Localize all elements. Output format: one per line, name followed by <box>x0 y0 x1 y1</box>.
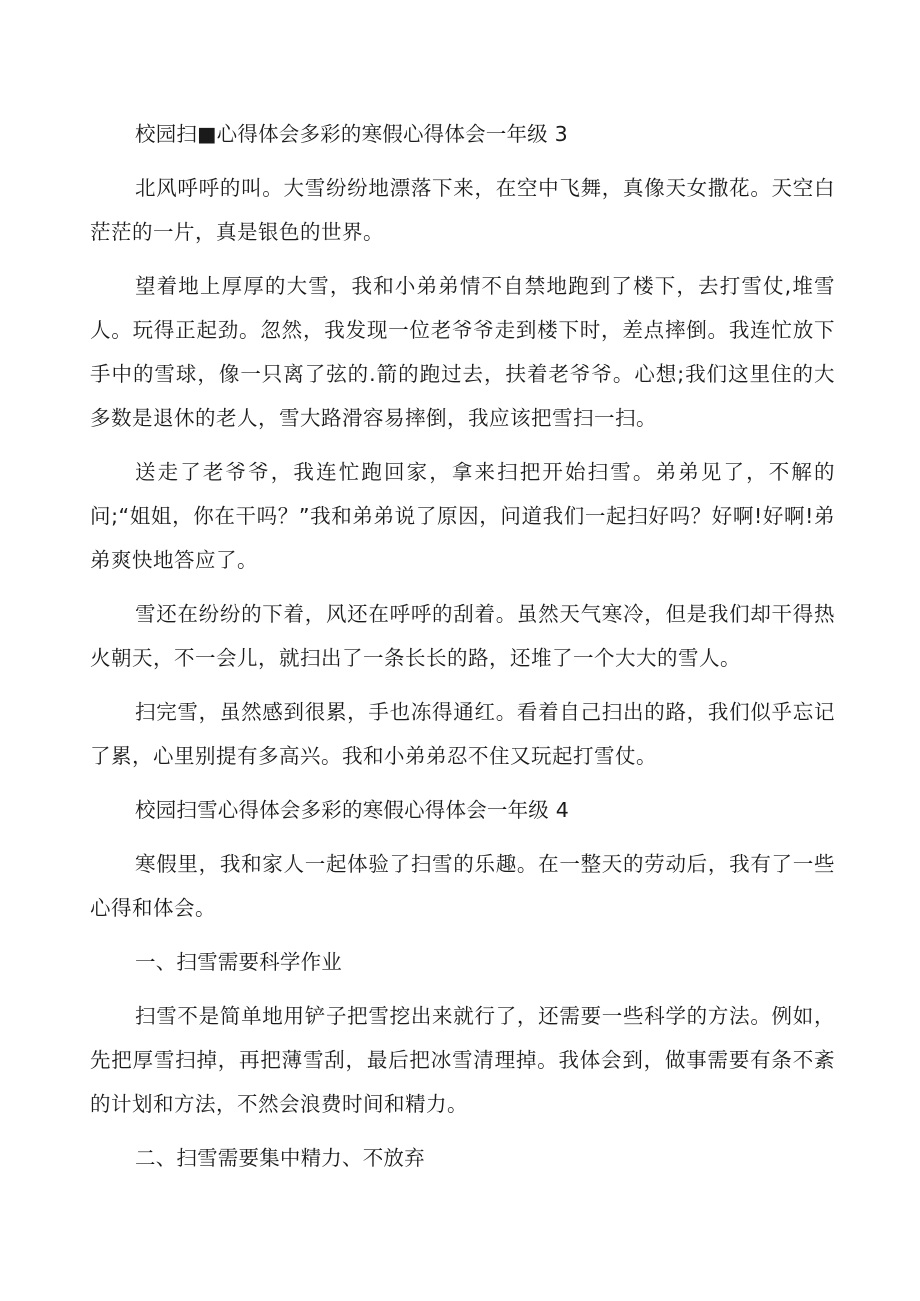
paragraph: 送走了老爷爷，我连忙跑回家，拿来扫把开始扫雪。弟弟见了，不解的问;“姐姐，你在干吗？”我和弟弟说了原因，问道我们一起扫好吗？好啊!好啊!弟弟爽快地答应了。 <box>90 460 835 572</box>
paragraph: 寒假里，我和家人一起体验了扫雪的乐趣。在一整天的劳动后，我有了一些心得和体会。 <box>90 852 835 920</box>
paragraph: 北风呼呼的叫。大雪纷纷地漂落下来，在空中飞舞，真像天女撒花。天空白茫茫的一片，真是银色的世界。 <box>90 176 835 244</box>
paragraph: 雪还在纷纷的下着，风还在呼呼的刮着。虽然天气寒冷，但是我们却干得热火朝天，不一会儿，就扫出了一条长长的路，还堆了一个大大的雪人。 <box>90 602 835 670</box>
subsection-heading: 二、扫雪需要集中精力、不放弃 <box>135 1146 425 1170</box>
paragraph: 望着地上厚厚的大雪，我和小弟弟情不自禁地跑到了楼下，去打雪仗,堆雪人。玩得正起劲。忽然，我发现一位老爷爷走到楼下时，差点摔倒。我连忙放下手中的雪球，像一只离了弦的.箭的跑过去，扶着老爷爷。心想;我们这里住的大多数是退休的老人，雪大路滑容易摔倒，我应该把雪扫一扫。 <box>90 274 835 430</box>
section-heading: 校园扫雪心得体会多彩的寒假心得体会一年级 4 <box>135 798 569 822</box>
paragraph: 扫雪不是简单地用铲子把雪挖出来就行了，还需要一些科学的方法。例如，先把厚雪扫掉，再把薄雪刮，最后把冰雪清理掉。我体会到，做事需要有条不紊的计划和方法，不然会浪费时间和精力。 <box>90 1004 835 1116</box>
section-heading: 校园扫■心得体会多彩的寒假心得体会一年级 3 <box>135 122 568 146</box>
subsection-heading: 一、扫雪需要科学作业 <box>135 950 342 974</box>
document-body <box>90 112 835 1190</box>
paragraph: 扫完雪，虽然感到很累，手也冻得通红。看着自己扫出的路，我们似乎忘记了累，心里别提有多高兴。我和小弟弟忍不住又玩起打雪仗。 <box>90 700 835 768</box>
